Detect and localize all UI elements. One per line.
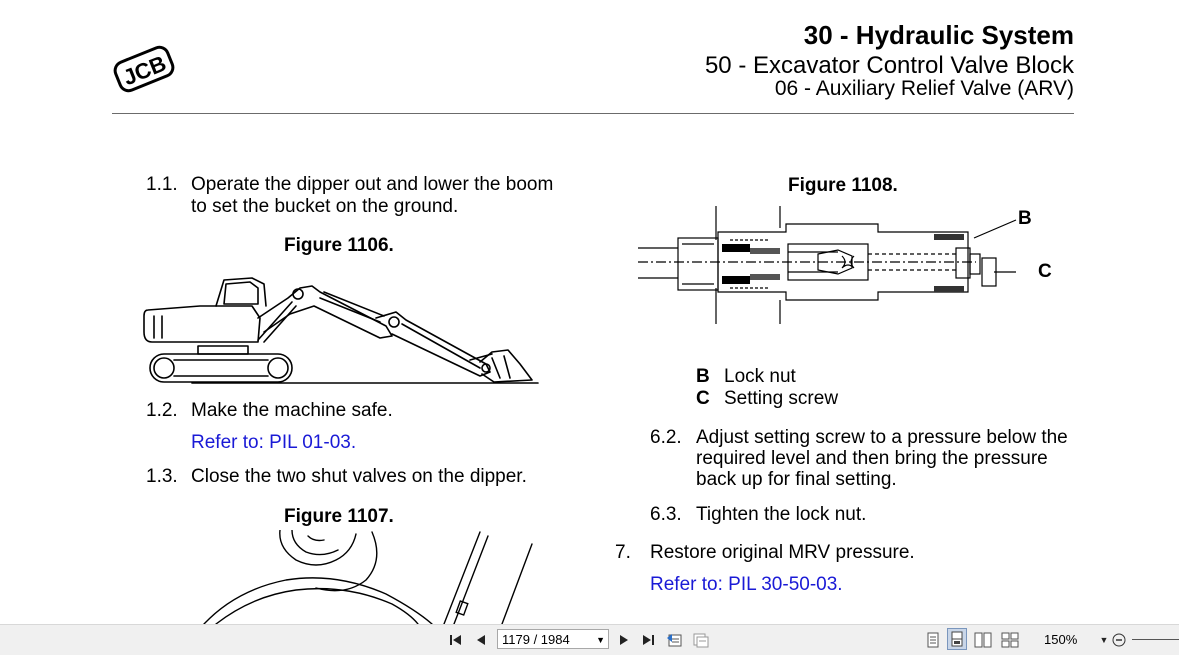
- step-text: Close the two shut valves on the dipper.: [191, 466, 527, 487]
- subsection-title: 50 - Excavator Control Valve Block: [704, 52, 1074, 79]
- figure-caption: Figure 1107.: [284, 506, 394, 527]
- zoom-out-icon: [1112, 633, 1126, 647]
- next-page-icon: [618, 633, 630, 647]
- page-indicator: 1179 / 1984: [502, 632, 570, 647]
- step-text-line: to set the bucket on the ground.: [191, 196, 459, 217]
- dipper-shut-valve-illustration: [196, 530, 546, 624]
- single-page-icon: [927, 632, 939, 648]
- reference-link[interactable]: Refer to: PIL 01-03.: [191, 432, 357, 453]
- step-number: 6.3.: [650, 504, 682, 525]
- figure-caption: Figure 1106.: [284, 235, 394, 256]
- figure-caption: Figure 1108.: [788, 175, 898, 196]
- excavator-illustration: [140, 268, 542, 388]
- svg-text:JCB: JCB: [119, 50, 170, 91]
- continuous-page-icon: [951, 631, 963, 647]
- zoom-slider-track[interactable]: [1132, 639, 1179, 640]
- legend-label: Setting screw: [724, 388, 839, 409]
- step-number: 1.2.: [146, 400, 178, 421]
- step-text-line: required level and then bring the pressure: [696, 448, 1048, 469]
- step-number: 1.1.: [146, 174, 178, 195]
- header-divider: [112, 113, 1074, 114]
- step-text: Tighten the lock nut.: [696, 504, 867, 525]
- reference-link[interactable]: Refer to: PIL 30-50-03.: [650, 574, 843, 595]
- step-number: 6.2.: [650, 427, 682, 448]
- forward-view-icon: [692, 632, 710, 648]
- relief-valve-cross-section: [638, 204, 998, 328]
- next-page-button[interactable]: [615, 625, 633, 655]
- legend-label: Lock nut: [724, 366, 796, 387]
- facing-pages-icon: [974, 632, 992, 648]
- chevron-down-icon: ▼: [596, 635, 605, 645]
- facing-view-button[interactable]: [973, 625, 993, 655]
- first-page-button[interactable]: [447, 625, 465, 655]
- previous-page-icon: [475, 633, 487, 647]
- previous-page-button[interactable]: [472, 625, 490, 655]
- chevron-down-icon: ▼: [1099, 635, 1109, 645]
- continuous-facing-icon: [1001, 632, 1019, 648]
- callout-label-b: B: [1018, 208, 1032, 229]
- legend-letter: C: [696, 388, 710, 409]
- step-text-line: Adjust setting screw to a pressure below the: [696, 427, 1068, 448]
- single-page-view-button[interactable]: [924, 625, 942, 655]
- last-page-button[interactable]: [639, 625, 657, 655]
- callout-leaders: [960, 210, 1020, 280]
- go-forward-view-button[interactable]: [691, 625, 711, 655]
- step-text: Restore original MRV pressure.: [650, 542, 915, 563]
- continuous-facing-view-button[interactable]: [1000, 625, 1020, 655]
- jcb-logo: [112, 42, 176, 96]
- legend-letter: B: [696, 366, 710, 387]
- continuous-view-button[interactable]: [947, 628, 967, 650]
- section-title: 30 - Hydraulic System: [803, 20, 1074, 50]
- step-text-line: Operate the dipper out and lower the boom: [191, 174, 554, 195]
- last-page-icon: [641, 633, 655, 647]
- zoom-level[interactable]: 150%: [1044, 632, 1078, 647]
- first-page-icon: [449, 633, 463, 647]
- step-text: Make the machine safe.: [191, 400, 393, 421]
- zoom-dropdown[interactable]: [1098, 625, 1110, 655]
- go-back-view-button[interactable]: [665, 625, 685, 655]
- step-number: 1.3.: [146, 466, 178, 487]
- zoom-out-button[interactable]: [1110, 625, 1128, 655]
- step-number: 7.: [615, 542, 631, 563]
- callout-label-c: C: [1038, 261, 1052, 282]
- viewer-toolbar: [0, 624, 1179, 655]
- topic-title: 06 - Auxiliary Relief Valve (ARV): [774, 77, 1074, 100]
- page-number-select[interactable]: [497, 629, 609, 649]
- back-view-icon: [666, 632, 684, 648]
- step-text-line: back up for final setting.: [696, 469, 897, 490]
